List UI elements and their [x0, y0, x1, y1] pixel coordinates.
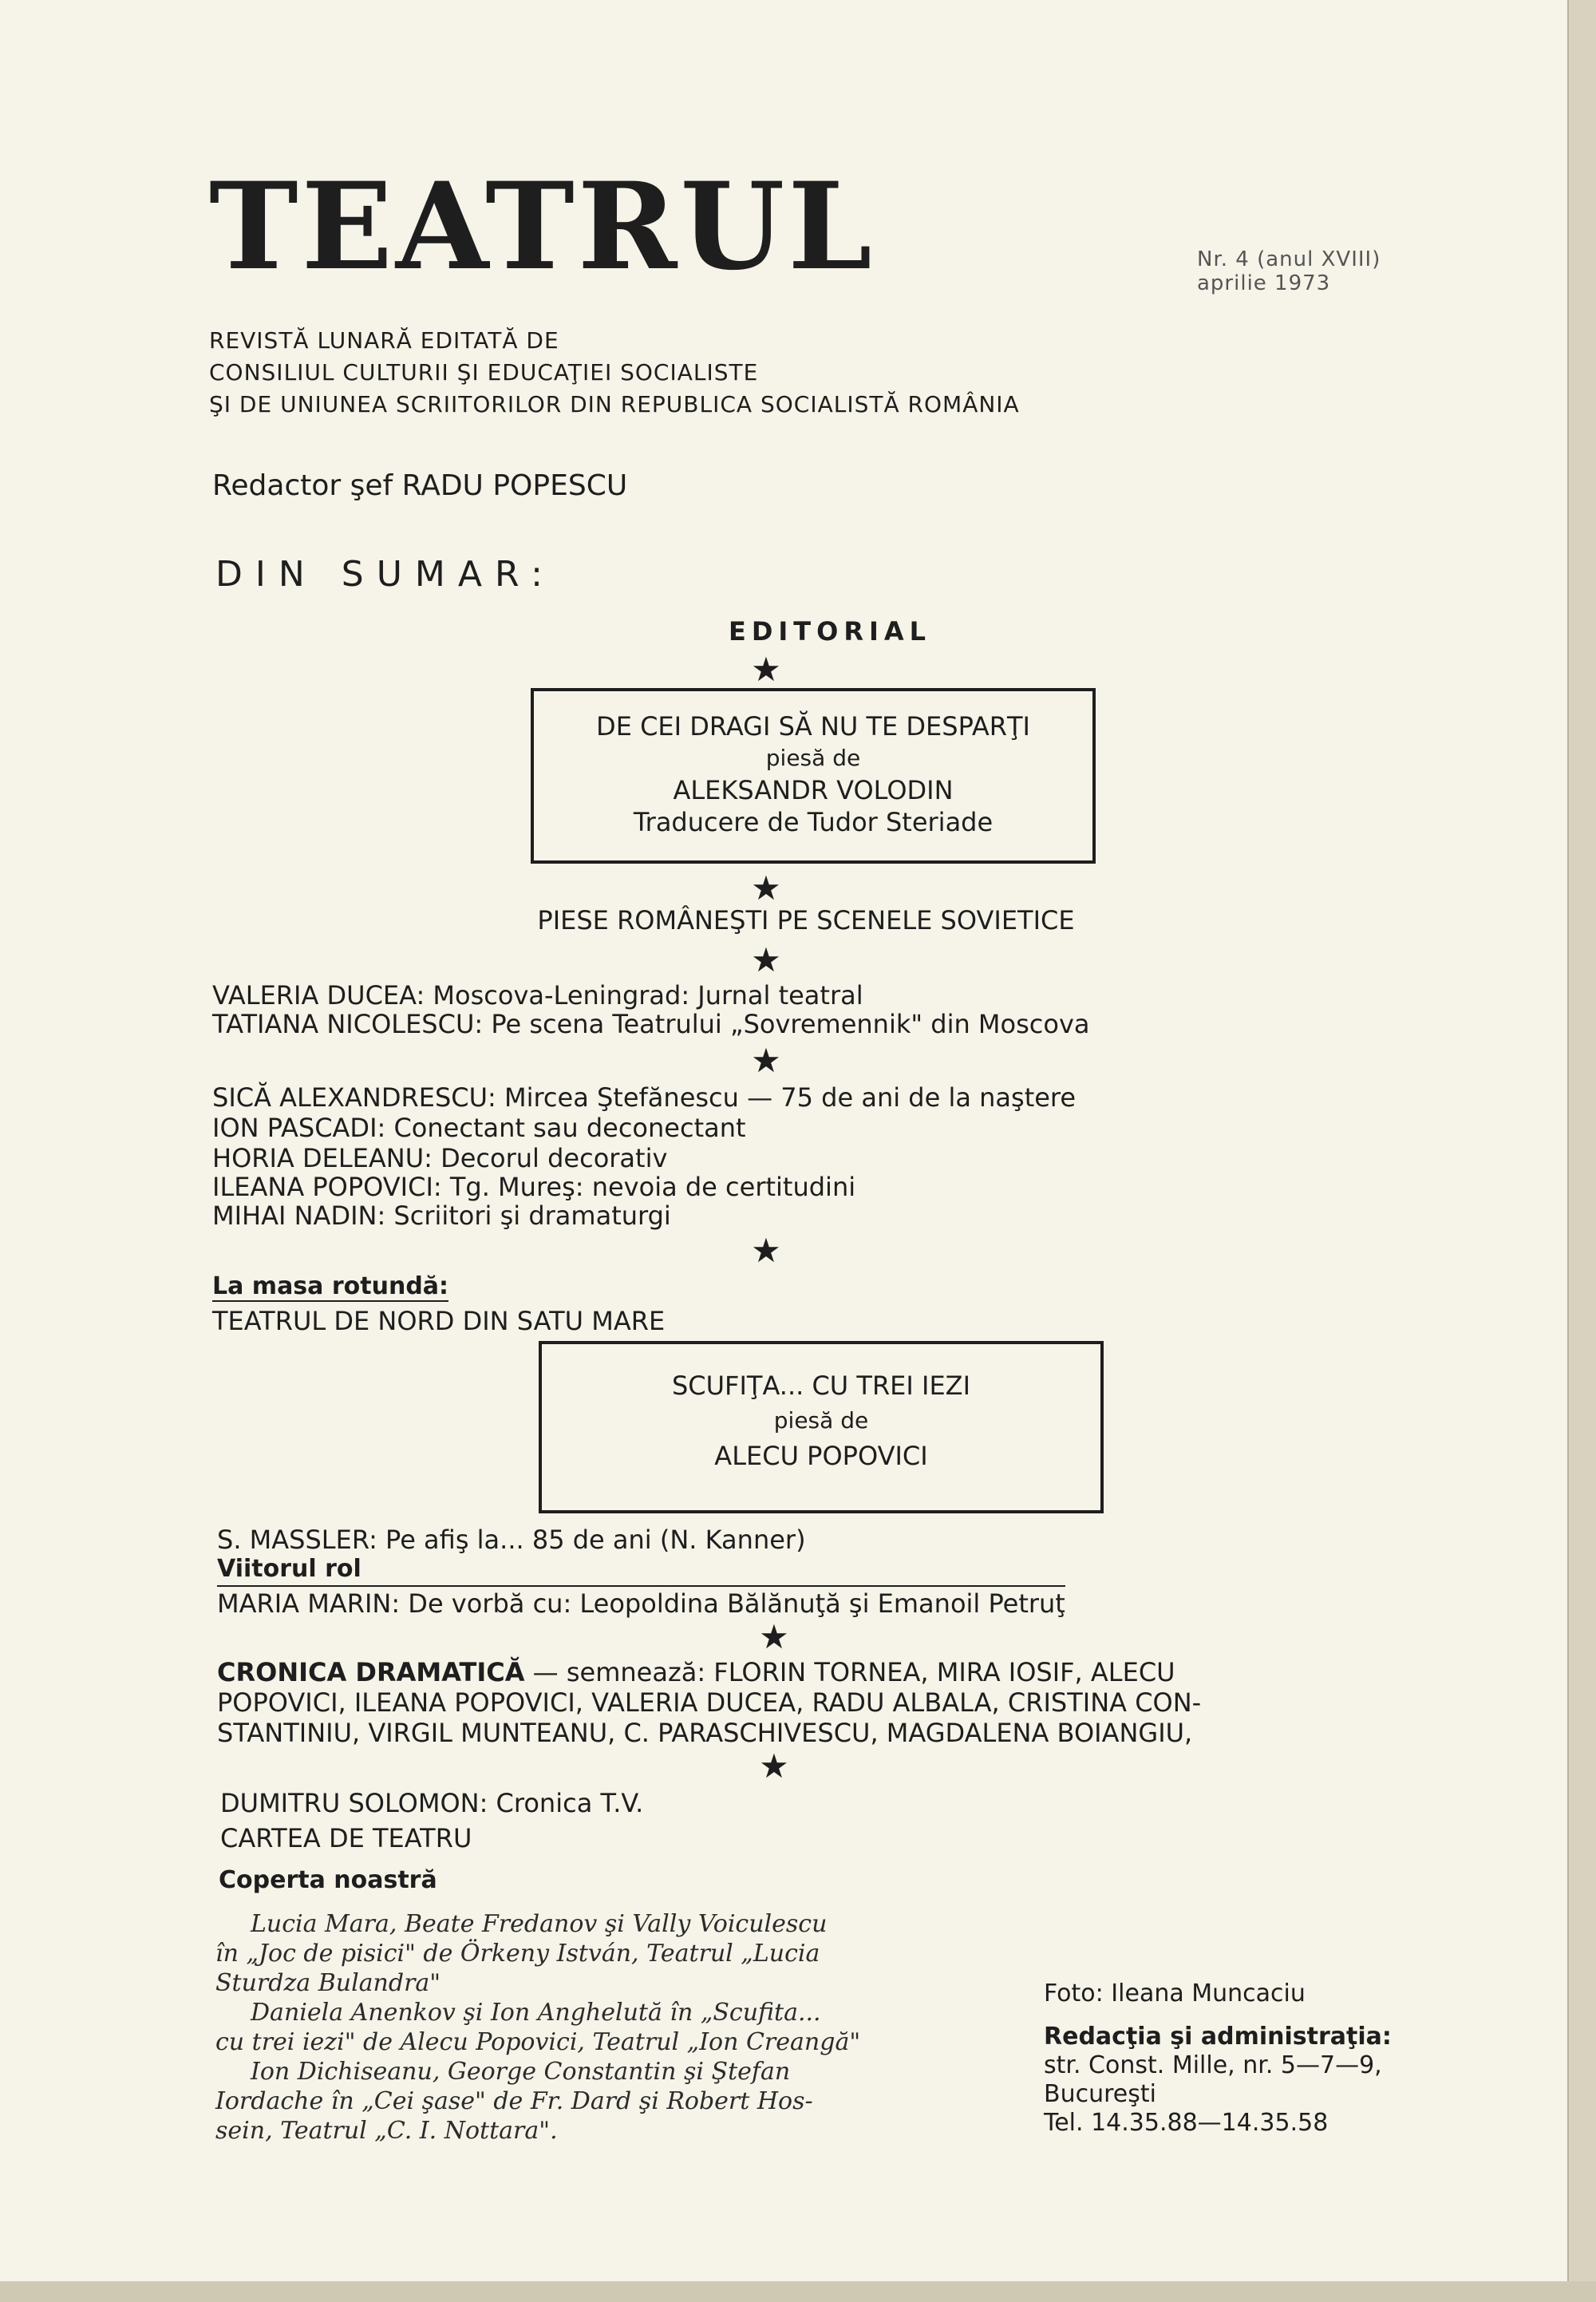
section-soviet: PIESE ROMÂNEŞTI PE SCENELE SOVIETICE [537, 905, 1075, 935]
play-by: piesă de [765, 745, 861, 771]
publisher-line-3: ŞI DE UNIUNEA SCRIITORILOR DIN REPUBLICA SOCIALISTĂ ROMÂNIA [209, 391, 1020, 417]
editorial-heading: EDITORIAL [728, 616, 932, 647]
featured-play-box [531, 688, 1096, 864]
issue-number: Nr. 4 (anul XVIII) [1197, 247, 1381, 271]
chronicle-line-3: STANTINIU, VIRGIL MUNTEANU, C. PARASCHIVESCU, MAGDALENA BOIANGIU, [217, 1718, 1193, 1748]
chronicle-label: CRONICA DRAMATICĂ [217, 1657, 525, 1687]
contents-entry: HORIA DELEANU: Decorul decorativ [212, 1143, 668, 1173]
contents-entry: TATIANA NICOLESCU: Pe scena Teatrului „Sovremennik" din Moscova [212, 1009, 1090, 1039]
publisher-line-1: REVISTĂ LUNARĂ EDITATĂ DE [209, 327, 559, 354]
cover-caption-line: Iordache în „Cei şase" de Fr. Dard şi Robert Hos- [215, 2087, 813, 2115]
star-divider: ★ [751, 868, 781, 908]
star-divider: ★ [751, 1231, 781, 1270]
credits [1044, 1980, 1392, 2138]
photo-credit: Foto: Ileana Muncaciu [1044, 1980, 1306, 2007]
contents-entry: MIHAI NADIN: Scriitori şi dramaturgi [212, 1200, 671, 1231]
editor-in-chief: Redactor şef RADU POPESCU [212, 469, 628, 502]
play-author: ALECU POPOVICI [714, 1441, 928, 1471]
cover-heading: Coperta noastră [219, 1866, 437, 1894]
phone-numbers: Tel. 14.35.88—14.35.58 [1044, 2109, 1329, 2137]
address-line: str. Const. Mille, nr. 5—7—9, [1044, 2051, 1382, 2079]
cover-caption [215, 1909, 918, 2146]
cover-caption-line: Lucia Mara, Beate Fredanov şi Vally Voiculescu [251, 1910, 828, 1938]
star-divider: ★ [759, 1617, 789, 1656]
chronicle-line-1 [217, 1657, 1175, 1687]
cover-caption-line: Ion Dichiseanu, George Constantin şi Ştefan [251, 2058, 791, 2086]
summary-heading: DIN SUMAR: [215, 554, 555, 595]
issue-info [1197, 247, 1381, 295]
play-title: DE CEI DRAGI SĂ NU TE DESPARŢI [596, 711, 1030, 742]
chronicle-signers: — semnează: FLORIN TORNEA, MIRA IOSIF, ALECU [532, 1657, 1175, 1687]
star-divider: ★ [751, 1041, 781, 1080]
round-table-label: La masa rotundă: [212, 1272, 449, 1300]
cover-caption-line: Daniela Anenkov şi Ion Anghelută în „Scufita... [251, 1999, 821, 2027]
address-city: Bucureşti [1044, 2080, 1156, 2108]
cover-caption-line: cu trei iezi" de Alecu Popovici, Teatrul „Ion Creangă" [215, 2028, 861, 2056]
star-divider: ★ [759, 1746, 789, 1786]
page-edge-bottom [0, 2281, 1596, 2302]
play-author: ALEKSANDR VOLODIN [673, 775, 954, 805]
contents-entry: MARIA MARIN: De vorbă cu: Leopoldina Bălănuţă şi Emanoil Petruţ [217, 1585, 1065, 1619]
play-by: piesă de [773, 1407, 869, 1434]
cover-caption-line: în „Joc de pisici" de Örkeny István, Teatrul „Lucia [215, 1940, 820, 1968]
round-table-title: TEATRUL DE NORD DIN SATU MARE [212, 1306, 666, 1336]
contents-entry: ILEANA POPOVICI: Tg. Mureş: nevoia de certitudini [212, 1172, 856, 1202]
contents-entry: S. MASSLER: Pe afiş la... 85 de ani (N. Kanner) [217, 1525, 806, 1555]
admin-heading: Redacţia şi administraţia: [1044, 2023, 1392, 2051]
magazine-logo: TEATRUL [209, 156, 875, 297]
contents-entry: ION PASCADI: Conectant sau deconectant [212, 1113, 746, 1143]
future-role-label: Viitorul rol [217, 1555, 361, 1583]
contents-entry: SICĂ ALEXANDRESCU: Mircea Ştefănescu — 75 de ani de la naştere [212, 1082, 1077, 1113]
play-translation: Traducere de Tudor Steriade [633, 807, 994, 837]
play-title: SCUFIŢA... CU TREI IEZI [671, 1371, 971, 1401]
cover-caption-line: sein, Teatrul „C. I. Nottara". [215, 2117, 558, 2145]
featured-play-box [539, 1341, 1104, 1513]
cover-caption-line: Sturdza Bulandra" [215, 1969, 441, 1997]
page-edge [1567, 0, 1596, 2302]
contents-entry: CARTEA DE TEATRU [220, 1823, 472, 1853]
contents-entry: VALERIA DUCEA: Moscova-Leningrad: Jurnal teatral [212, 980, 863, 1011]
issue-date: aprilie 1973 [1197, 271, 1331, 295]
star-divider: ★ [751, 650, 781, 689]
star-divider: ★ [751, 940, 781, 979]
chronicle-line-2: POPOVICI, ILEANA POPOVICI, VALERIA DUCEA, RADU ALBALA, CRISTINA CON- [217, 1687, 1202, 1718]
contents-entry: DUMITRU SOLOMON: Cronica T.V. [220, 1788, 644, 1818]
publisher-line-2: CONSILIUL CULTURII ŞI EDUCAŢIEI SOCIALISTE [209, 359, 759, 386]
